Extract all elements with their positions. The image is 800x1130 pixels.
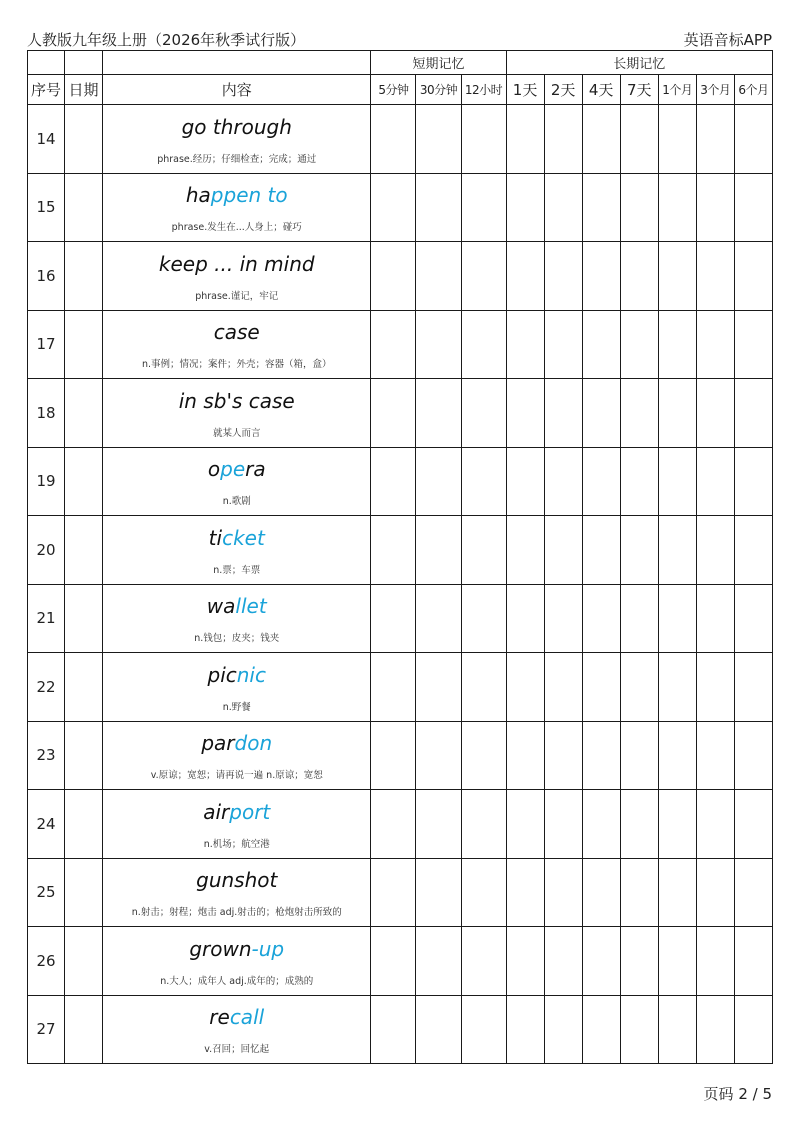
review-checkbox-cell[interactable] (371, 447, 416, 516)
review-checkbox-cell[interactable] (416, 790, 461, 859)
review-checkbox-cell[interactable] (696, 516, 734, 585)
content-cell (103, 242, 371, 311)
word-segment: keep ... in mind (158, 251, 315, 276)
review-checkbox-cell[interactable] (696, 242, 734, 311)
review-checkbox-cell[interactable] (620, 790, 658, 859)
vocab-word (103, 252, 370, 276)
review-checkbox-cell[interactable] (696, 721, 734, 790)
vocab-word (103, 1005, 370, 1029)
word-segment: in sb's case (178, 388, 295, 413)
table-row (28, 790, 773, 859)
word-meaning: phrase.经历；仔细检查；完成；通过 (157, 153, 317, 165)
date-cell[interactable] (65, 379, 103, 448)
review-checkbox-cell[interactable] (416, 447, 461, 516)
review-checkbox-cell[interactable] (371, 995, 416, 1064)
review-checkbox-cell[interactable] (371, 584, 416, 653)
review-checkbox-cell[interactable] (461, 790, 506, 859)
long-term-group: 长期记忆 (506, 51, 772, 75)
row-number: 15 (28, 173, 65, 242)
review-checkbox-cell[interactable] (506, 584, 544, 653)
word-meaning: n.歌剧 (222, 496, 251, 508)
word-highlight-segment: don (234, 731, 273, 756)
review-checkbox-cell[interactable] (371, 721, 416, 790)
review-checkbox-cell[interactable] (696, 447, 734, 516)
word-highlight-segment: pe (220, 457, 246, 482)
review-checkbox-cell[interactable] (696, 584, 734, 653)
review-checkbox-cell[interactable] (620, 379, 658, 448)
review-checkbox-cell[interactable] (416, 516, 461, 585)
date-cell[interactable] (65, 173, 103, 242)
review-checkbox-cell[interactable] (461, 447, 506, 516)
review-checkbox-cell[interactable] (582, 447, 620, 516)
review-checkbox-cell[interactable] (461, 379, 506, 448)
content-cell (103, 516, 371, 585)
date-cell[interactable] (65, 721, 103, 790)
word-segment: ra (245, 457, 266, 482)
word-meaning: n.大人；成年人 adj.成年的；成熟的 (160, 975, 314, 987)
review-checkbox-cell[interactable] (658, 447, 696, 516)
content-cell (103, 927, 371, 996)
content-cell (103, 379, 371, 448)
review-checkbox-cell[interactable] (506, 927, 544, 996)
column-header: 7天 (620, 75, 658, 105)
word-highlight-segment: cket (222, 525, 265, 550)
review-checkbox-cell[interactable] (658, 516, 696, 585)
review-checkbox-cell[interactable] (734, 242, 772, 311)
word-segment: gunshot (196, 868, 278, 893)
content-cell (103, 173, 371, 242)
vocab-word (103, 389, 370, 413)
review-checkbox-cell[interactable] (620, 584, 658, 653)
word-meaning: n.机场；航空港 (203, 838, 270, 850)
column-header: 2天 (544, 75, 582, 105)
review-checkbox-cell[interactable] (371, 310, 416, 379)
vocab-word (103, 183, 370, 207)
content-cell (103, 721, 371, 790)
review-checkbox-cell[interactable] (582, 995, 620, 1064)
column-header: 内容 (103, 75, 371, 105)
review-checkbox-cell[interactable] (620, 242, 658, 311)
date-cell[interactable] (65, 858, 103, 927)
review-checkbox-cell[interactable] (658, 721, 696, 790)
table-row (28, 379, 773, 448)
row-number: 27 (28, 995, 65, 1064)
column-header: 4天 (582, 75, 620, 105)
review-checkbox-cell[interactable] (506, 653, 544, 722)
review-checkbox-cell[interactable] (416, 653, 461, 722)
date-cell[interactable] (65, 447, 103, 516)
table-row (28, 310, 773, 379)
review-checkbox-cell[interactable] (582, 721, 620, 790)
review-checkbox-cell[interactable] (544, 995, 582, 1064)
row-number: 23 (28, 721, 65, 790)
table-row (28, 242, 773, 311)
review-checkbox-cell[interactable] (582, 653, 620, 722)
review-checkbox-cell[interactable] (734, 379, 772, 448)
word-segment: wa (206, 594, 236, 619)
review-checkbox-cell[interactable] (461, 173, 506, 242)
review-checkbox-cell[interactable] (696, 790, 734, 859)
date-cell[interactable] (65, 310, 103, 379)
blank-cell (65, 51, 103, 75)
review-checkbox-cell[interactable] (620, 516, 658, 585)
review-checkbox-cell[interactable] (371, 653, 416, 722)
content-cell (103, 995, 371, 1064)
review-checkbox-cell[interactable] (416, 105, 461, 174)
review-checkbox-cell[interactable] (658, 927, 696, 996)
review-checkbox-cell[interactable] (416, 242, 461, 311)
word-meaning: n.射击；射程；炮击 adj.射击的；枪炮射击所致的 (131, 907, 342, 919)
row-number: 25 (28, 858, 65, 927)
table-row (28, 447, 773, 516)
review-checkbox-cell[interactable] (506, 721, 544, 790)
review-checkbox-cell[interactable] (506, 105, 544, 174)
table-row (28, 927, 773, 996)
review-checkbox-cell[interactable] (544, 790, 582, 859)
date-cell[interactable] (65, 242, 103, 311)
row-number: 21 (28, 584, 65, 653)
review-checkbox-cell[interactable] (734, 790, 772, 859)
review-checkbox-cell[interactable] (734, 310, 772, 379)
review-checkbox-cell[interactable] (506, 790, 544, 859)
review-checkbox-cell[interactable] (582, 927, 620, 996)
review-checkbox-cell[interactable] (461, 721, 506, 790)
review-checkbox-cell[interactable] (416, 858, 461, 927)
review-checkbox-cell[interactable] (506, 173, 544, 242)
content-cell (103, 310, 371, 379)
review-checkbox-cell[interactable] (658, 584, 696, 653)
review-checkbox-cell[interactable] (544, 721, 582, 790)
content-cell (103, 584, 371, 653)
review-checkbox-cell[interactable] (620, 310, 658, 379)
content-cell (103, 858, 371, 927)
vocab-word (103, 868, 370, 892)
date-cell[interactable] (65, 927, 103, 996)
review-checkbox-cell[interactable] (544, 379, 582, 448)
word-meaning: phrase.发生在...人身上；碰巧 (171, 222, 302, 234)
review-checkbox-cell[interactable] (371, 790, 416, 859)
review-checkbox-cell[interactable] (734, 927, 772, 996)
content-cell (103, 447, 371, 516)
review-checkbox-cell[interactable] (582, 105, 620, 174)
column-header: 6个月 (734, 75, 772, 105)
review-checkbox-cell[interactable] (416, 173, 461, 242)
review-checkbox-cell[interactable] (506, 310, 544, 379)
content-cell (103, 790, 371, 859)
review-checkbox-cell[interactable] (658, 858, 696, 927)
word-meaning: n.钱包；皮夹；钱夹 (194, 633, 280, 645)
vocab-word (103, 731, 370, 755)
vocab-word (103, 115, 370, 139)
word-highlight-segment: call (229, 1005, 265, 1030)
review-checkbox-cell[interactable] (658, 310, 696, 379)
review-checkbox-cell[interactable] (696, 995, 734, 1064)
column-header: 1天 (506, 75, 544, 105)
column-header: 1个月 (658, 75, 696, 105)
review-checkbox-cell[interactable] (734, 173, 772, 242)
column-header: 日期 (65, 75, 103, 105)
word-segment: case (213, 320, 260, 345)
review-checkbox-cell[interactable] (696, 653, 734, 722)
review-checkbox-cell[interactable] (371, 173, 416, 242)
column-header: 序号 (28, 75, 65, 105)
review-checkbox-cell[interactable] (544, 242, 582, 311)
date-cell[interactable] (65, 790, 103, 859)
word-meaning: n.事例；情况；案件；外壳；容器（箱，盒） (141, 359, 332, 371)
date-cell[interactable] (65, 995, 103, 1064)
word-meaning: v.原谅；宽恕；请再说一遍 n.原谅；宽恕 (150, 770, 323, 782)
content-cell (103, 105, 371, 174)
review-checkbox-cell[interactable] (582, 790, 620, 859)
review-checkbox-cell[interactable] (658, 242, 696, 311)
review-checkbox-cell[interactable] (734, 584, 772, 653)
word-segment: air (203, 799, 230, 824)
word-meaning: phrase.谨记，牢记 (195, 290, 279, 302)
word-highlight-segment: nic (236, 662, 266, 687)
review-checkbox-cell[interactable] (461, 584, 506, 653)
word-segment: par (201, 731, 235, 756)
vocab-word (103, 937, 370, 961)
blank-cell (103, 51, 371, 75)
review-checkbox-cell[interactable] (371, 379, 416, 448)
word-segment: ha (185, 183, 211, 208)
review-checkbox-cell[interactable] (544, 310, 582, 379)
review-checkbox-cell[interactable] (582, 173, 620, 242)
date-cell[interactable] (65, 584, 103, 653)
review-checkbox-cell[interactable] (734, 447, 772, 516)
vocab-word (103, 526, 370, 550)
review-checkbox-cell[interactable] (544, 105, 582, 174)
review-checkbox-cell[interactable] (371, 242, 416, 311)
review-checkbox-cell[interactable] (734, 516, 772, 585)
vocab-word (103, 320, 370, 344)
review-checkbox-cell[interactable] (416, 721, 461, 790)
review-checkbox-cell[interactable] (620, 447, 658, 516)
blank-cell (28, 51, 65, 75)
word-segment: o (207, 457, 221, 482)
date-cell[interactable] (65, 105, 103, 174)
review-checkbox-cell[interactable] (582, 516, 620, 585)
review-checkbox-cell[interactable] (506, 995, 544, 1064)
row-number: 18 (28, 379, 65, 448)
review-checkbox-cell[interactable] (696, 379, 734, 448)
review-checkbox-cell[interactable] (620, 173, 658, 242)
review-checkbox-cell[interactable] (416, 995, 461, 1064)
word-highlight-segment: -up (251, 936, 285, 961)
table-row (28, 105, 773, 174)
review-checkbox-cell[interactable] (461, 927, 506, 996)
review-checkbox-cell[interactable] (461, 105, 506, 174)
review-checkbox-cell[interactable] (582, 242, 620, 311)
content-cell (103, 653, 371, 722)
word-meaning: v.召回；回忆起 (204, 1044, 270, 1056)
date-cell[interactable] (65, 653, 103, 722)
review-checkbox-cell[interactable] (658, 790, 696, 859)
column-header-row (28, 75, 773, 105)
word-meaning: n.野餐 (222, 701, 251, 713)
review-checkbox-cell[interactable] (506, 858, 544, 927)
review-checkbox-cell[interactable] (544, 858, 582, 927)
row-number: 26 (28, 927, 65, 996)
review-checkbox-cell[interactable] (371, 516, 416, 585)
word-segment: grown (189, 936, 252, 961)
vocab-word (103, 800, 370, 824)
review-checkbox-cell[interactable] (658, 995, 696, 1064)
review-checkbox-cell[interactable] (734, 721, 772, 790)
vocab-table (27, 50, 773, 1064)
table-row (28, 516, 773, 585)
review-checkbox-cell[interactable] (734, 653, 772, 722)
column-header: 3个月 (696, 75, 734, 105)
review-checkbox-cell[interactable] (734, 858, 772, 927)
review-checkbox-cell[interactable] (620, 653, 658, 722)
review-checkbox-cell[interactable] (506, 516, 544, 585)
review-checkbox-cell[interactable] (696, 858, 734, 927)
row-number: 20 (28, 516, 65, 585)
review-checkbox-cell[interactable] (461, 858, 506, 927)
vocab-word (103, 457, 370, 481)
vocab-word (103, 594, 370, 618)
table-row (28, 584, 773, 653)
review-checkbox-cell[interactable] (620, 721, 658, 790)
short-term-group: 短期记忆 (371, 51, 506, 75)
word-segment: pic (207, 662, 237, 687)
row-number: 22 (28, 653, 65, 722)
word-meaning: 就某人而言 (212, 427, 261, 439)
review-checkbox-cell[interactable] (658, 653, 696, 722)
date-cell[interactable] (65, 516, 103, 585)
review-checkbox-cell[interactable] (696, 105, 734, 174)
table-row (28, 721, 773, 790)
review-checkbox-cell[interactable] (620, 995, 658, 1064)
review-checkbox-cell[interactable] (696, 310, 734, 379)
review-checkbox-cell[interactable] (544, 653, 582, 722)
table-row (28, 173, 773, 242)
table-row (28, 995, 773, 1064)
word-highlight-segment: ppen to (210, 183, 288, 208)
review-checkbox-cell[interactable] (544, 516, 582, 585)
review-checkbox-cell[interactable] (461, 310, 506, 379)
review-checkbox-cell[interactable] (544, 447, 582, 516)
document-title: 人教版九年级上册（2026年秋季试行版） (27, 31, 306, 49)
group-header-row (28, 51, 773, 75)
review-checkbox-cell[interactable] (506, 447, 544, 516)
column-header: 5分钟 (371, 75, 416, 105)
page-number: 页码 2 / 5 (703, 1085, 772, 1103)
review-checkbox-cell[interactable] (461, 653, 506, 722)
review-checkbox-cell[interactable] (658, 105, 696, 174)
review-checkbox-cell[interactable] (734, 995, 772, 1064)
word-segment: go through (181, 114, 292, 139)
word-highlight-segment: llet (235, 594, 267, 619)
column-header: 12小时 (461, 75, 506, 105)
row-number: 19 (28, 447, 65, 516)
row-number: 14 (28, 105, 65, 174)
row-number: 17 (28, 310, 65, 379)
row-number: 16 (28, 242, 65, 311)
review-checkbox-cell[interactable] (658, 379, 696, 448)
review-checkbox-cell[interactable] (544, 584, 582, 653)
review-checkbox-cell[interactable] (461, 242, 506, 311)
review-checkbox-cell[interactable] (416, 310, 461, 379)
review-checkbox-cell[interactable] (582, 858, 620, 927)
word-highlight-segment: port (229, 799, 271, 824)
word-segment: ti (208, 525, 223, 550)
review-checkbox-cell[interactable] (658, 173, 696, 242)
review-checkbox-cell[interactable] (582, 379, 620, 448)
review-checkbox-cell[interactable] (620, 105, 658, 174)
review-checkbox-cell[interactable] (696, 927, 734, 996)
row-number: 24 (28, 790, 65, 859)
review-checkbox-cell[interactable] (371, 858, 416, 927)
column-header: 30分钟 (416, 75, 461, 105)
review-checkbox-cell[interactable] (416, 379, 461, 448)
review-checkbox-cell[interactable] (506, 242, 544, 311)
review-checkbox-cell[interactable] (544, 927, 582, 996)
review-checkbox-cell[interactable] (461, 516, 506, 585)
review-checkbox-cell[interactable] (696, 173, 734, 242)
review-checkbox-cell[interactable] (371, 105, 416, 174)
review-checkbox-cell[interactable] (582, 310, 620, 379)
table-row (28, 858, 773, 927)
word-meaning: n.票；车票 (213, 564, 261, 576)
review-checkbox-cell[interactable] (371, 927, 416, 996)
table-row (28, 653, 773, 722)
review-checkbox-cell[interactable] (461, 995, 506, 1064)
app-name: 英语音标APP (683, 31, 772, 49)
review-checkbox-cell[interactable] (416, 927, 461, 996)
word-segment: re (209, 1005, 230, 1030)
review-checkbox-cell[interactable] (734, 105, 772, 174)
review-checkbox-cell[interactable] (620, 858, 658, 927)
review-checkbox-cell[interactable] (620, 927, 658, 996)
review-checkbox-cell[interactable] (506, 379, 544, 448)
review-checkbox-cell[interactable] (416, 584, 461, 653)
review-checkbox-cell[interactable] (544, 173, 582, 242)
vocab-word (103, 663, 370, 687)
review-checkbox-cell[interactable] (582, 584, 620, 653)
